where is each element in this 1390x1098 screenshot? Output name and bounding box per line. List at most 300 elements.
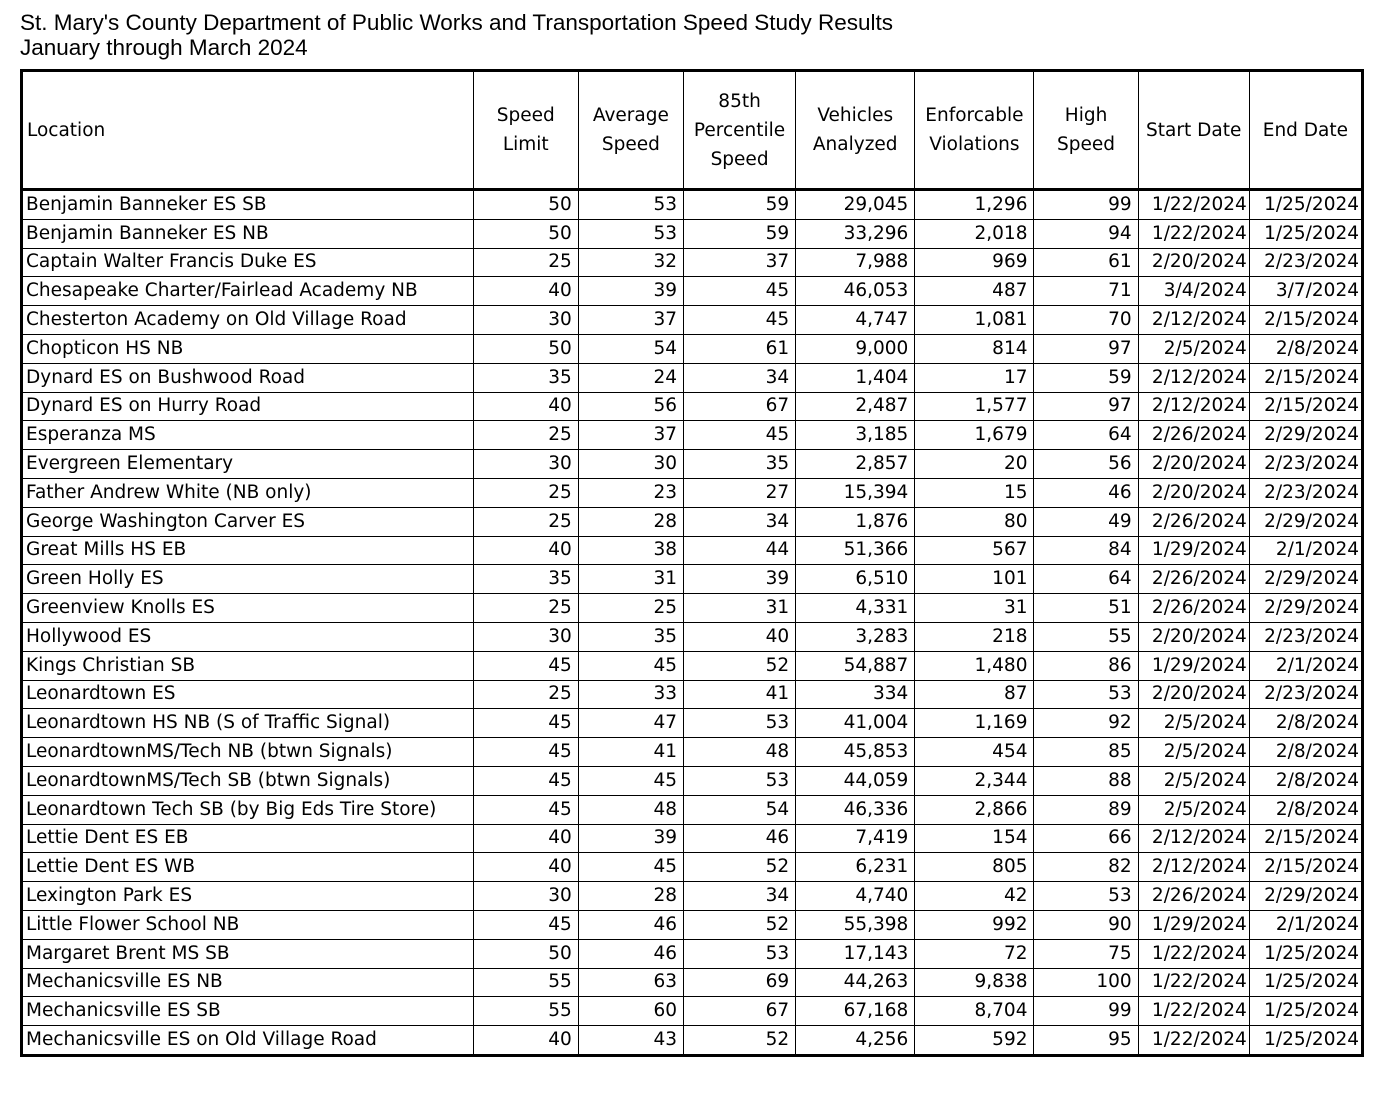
table-row [22, 190, 1363, 220]
cell-end-date: 2/15/2024 [1249, 392, 1362, 421]
table-row [22, 766, 1363, 795]
cell-location: Benjamin Banneker ES SB [22, 190, 474, 220]
cell-high-speed: 71 [1034, 277, 1138, 306]
cell-enforcable-violations: 1,169 [915, 709, 1034, 738]
table-row [22, 334, 1363, 363]
table-row [22, 277, 1363, 306]
cell-start-date: 2/26/2024 [1138, 565, 1249, 594]
cell-location: Green Holly ES [22, 565, 474, 594]
cell-enforcable-violations: 31 [915, 594, 1034, 623]
cell-end-date: 2/8/2024 [1249, 795, 1362, 824]
cell-average-speed: 39 [578, 277, 683, 306]
table-body [22, 190, 1363, 1056]
cell-start-date: 1/22/2024 [1138, 968, 1249, 997]
cell-end-date: 2/29/2024 [1249, 565, 1362, 594]
cell-location: Lexington Park ES [22, 882, 474, 911]
cell-average-speed: 31 [578, 565, 683, 594]
table-row [22, 824, 1363, 853]
cell-location: Great Mills HS EB [22, 536, 474, 565]
cell-end-date: 2/29/2024 [1249, 882, 1362, 911]
cell-vehicles-analyzed: 45,853 [796, 738, 915, 767]
cell-vehicles-analyzed: 1,876 [796, 507, 915, 536]
cell-vehicles-analyzed: 15,394 [796, 478, 915, 507]
cell-enforcable-violations: 8,704 [915, 997, 1034, 1026]
header-average-speed: Average Speed [578, 71, 683, 190]
cell-end-date: 1/25/2024 [1249, 219, 1362, 248]
cell-end-date: 2/23/2024 [1249, 450, 1362, 479]
cell-vehicles-analyzed: 46,053 [796, 277, 915, 306]
cell-85th-percentile-speed: 61 [683, 334, 795, 363]
table-row [22, 738, 1363, 767]
cell-end-date: 1/25/2024 [1249, 1026, 1362, 1056]
cell-high-speed: 95 [1034, 1026, 1138, 1056]
cell-85th-percentile-speed: 53 [683, 709, 795, 738]
cell-enforcable-violations: 487 [915, 277, 1034, 306]
cell-85th-percentile-speed: 45 [683, 421, 795, 450]
cell-high-speed: 53 [1034, 882, 1138, 911]
cell-end-date: 2/8/2024 [1249, 334, 1362, 363]
cell-speed-limit: 40 [473, 853, 578, 882]
cell-start-date: 1/29/2024 [1138, 536, 1249, 565]
cell-end-date: 2/1/2024 [1249, 910, 1362, 939]
cell-end-date: 1/25/2024 [1249, 190, 1362, 220]
cell-location: Hollywood ES [22, 622, 474, 651]
cell-enforcable-violations: 101 [915, 565, 1034, 594]
cell-average-speed: 60 [578, 997, 683, 1026]
document-subtitle: January through March 2024 [20, 35, 308, 60]
cell-high-speed: 56 [1034, 450, 1138, 479]
cell-end-date: 2/15/2024 [1249, 363, 1362, 392]
table-row [22, 363, 1363, 392]
cell-vehicles-analyzed: 67,168 [796, 997, 915, 1026]
cell-average-speed: 25 [578, 594, 683, 623]
cell-start-date: 1/22/2024 [1138, 190, 1249, 220]
cell-enforcable-violations: 2,344 [915, 766, 1034, 795]
cell-enforcable-violations: 969 [915, 248, 1034, 277]
cell-85th-percentile-speed: 41 [683, 680, 795, 709]
cell-speed-limit: 40 [473, 824, 578, 853]
cell-enforcable-violations: 20 [915, 450, 1034, 479]
header-end-date: End Date [1249, 71, 1362, 190]
cell-enforcable-violations: 992 [915, 910, 1034, 939]
cell-average-speed: 24 [578, 363, 683, 392]
cell-start-date: 2/5/2024 [1138, 738, 1249, 767]
cell-vehicles-analyzed: 3,283 [796, 622, 915, 651]
cell-average-speed: 28 [578, 882, 683, 911]
cell-enforcable-violations: 567 [915, 536, 1034, 565]
cell-start-date: 2/5/2024 [1138, 766, 1249, 795]
cell-enforcable-violations: 814 [915, 334, 1034, 363]
cell-location: Captain Walter Francis Duke ES [22, 248, 474, 277]
cell-end-date: 2/1/2024 [1249, 536, 1362, 565]
cell-high-speed: 59 [1034, 363, 1138, 392]
cell-location: LeonardtownMS/Tech NB (btwn Signals) [22, 738, 474, 767]
cell-high-speed: 55 [1034, 622, 1138, 651]
cell-average-speed: 56 [578, 392, 683, 421]
cell-location: Mechanicsville ES on Old Village Road [22, 1026, 474, 1056]
header-enforcable-violations: Enforcable Violations [915, 71, 1034, 190]
cell-start-date: 1/29/2024 [1138, 651, 1249, 680]
cell-enforcable-violations: 805 [915, 853, 1034, 882]
cell-average-speed: 32 [578, 248, 683, 277]
cell-location: Benjamin Banneker ES NB [22, 219, 474, 248]
cell-start-date: 2/20/2024 [1138, 622, 1249, 651]
cell-85th-percentile-speed: 46 [683, 824, 795, 853]
cell-high-speed: 61 [1034, 248, 1138, 277]
cell-start-date: 2/5/2024 [1138, 795, 1249, 824]
cell-high-speed: 51 [1034, 594, 1138, 623]
table-row [22, 248, 1363, 277]
cell-85th-percentile-speed: 67 [683, 392, 795, 421]
cell-average-speed: 45 [578, 651, 683, 680]
cell-high-speed: 64 [1034, 565, 1138, 594]
cell-speed-limit: 25 [473, 507, 578, 536]
cell-85th-percentile-speed: 59 [683, 219, 795, 248]
cell-85th-percentile-speed: 34 [683, 882, 795, 911]
cell-start-date: 1/29/2024 [1138, 910, 1249, 939]
header-row [22, 71, 1363, 190]
table-row [22, 392, 1363, 421]
cell-85th-percentile-speed: 44 [683, 536, 795, 565]
cell-enforcable-violations: 9,838 [915, 968, 1034, 997]
cell-end-date: 2/23/2024 [1249, 478, 1362, 507]
cell-85th-percentile-speed: 34 [683, 363, 795, 392]
cell-location: Lettie Dent ES WB [22, 853, 474, 882]
cell-average-speed: 35 [578, 622, 683, 651]
cell-start-date: 2/20/2024 [1138, 450, 1249, 479]
table-row [22, 478, 1363, 507]
cell-vehicles-analyzed: 2,857 [796, 450, 915, 479]
cell-location: Chesapeake Charter/Fairlead Academy NB [22, 277, 474, 306]
cell-vehicles-analyzed: 3,185 [796, 421, 915, 450]
table-row [22, 219, 1363, 248]
cell-vehicles-analyzed: 4,256 [796, 1026, 915, 1056]
cell-vehicles-analyzed: 4,740 [796, 882, 915, 911]
cell-location: Leonardtown ES [22, 680, 474, 709]
cell-average-speed: 23 [578, 478, 683, 507]
cell-location: Dynard ES on Hurry Road [22, 392, 474, 421]
cell-vehicles-analyzed: 6,510 [796, 565, 915, 594]
cell-end-date: 1/25/2024 [1249, 968, 1362, 997]
cell-speed-limit: 45 [473, 709, 578, 738]
table-row [22, 507, 1363, 536]
table-row [22, 853, 1363, 882]
cell-speed-limit: 45 [473, 795, 578, 824]
cell-average-speed: 45 [578, 853, 683, 882]
cell-vehicles-analyzed: 51,366 [796, 536, 915, 565]
cell-vehicles-analyzed: 54,887 [796, 651, 915, 680]
cell-speed-limit: 50 [473, 939, 578, 968]
cell-average-speed: 45 [578, 766, 683, 795]
cell-end-date: 2/15/2024 [1249, 853, 1362, 882]
cell-vehicles-analyzed: 55,398 [796, 910, 915, 939]
cell-start-date: 2/20/2024 [1138, 248, 1249, 277]
table-row [22, 997, 1363, 1026]
cell-average-speed: 37 [578, 306, 683, 335]
cell-speed-limit: 25 [473, 248, 578, 277]
cell-speed-limit: 50 [473, 219, 578, 248]
cell-vehicles-analyzed: 29,045 [796, 190, 915, 220]
cell-high-speed: 99 [1034, 997, 1138, 1026]
table-row [22, 306, 1363, 335]
cell-85th-percentile-speed: 52 [683, 910, 795, 939]
header-vehicles-analyzed: Vehicles Analyzed [796, 71, 915, 190]
cell-speed-limit: 50 [473, 334, 578, 363]
table-row [22, 651, 1363, 680]
cell-85th-percentile-speed: 52 [683, 853, 795, 882]
cell-speed-limit: 25 [473, 478, 578, 507]
cell-85th-percentile-speed: 52 [683, 651, 795, 680]
cell-enforcable-violations: 1,679 [915, 421, 1034, 450]
cell-high-speed: 70 [1034, 306, 1138, 335]
cell-vehicles-analyzed: 1,404 [796, 363, 915, 392]
cell-start-date: 2/12/2024 [1138, 306, 1249, 335]
cell-85th-percentile-speed: 27 [683, 478, 795, 507]
cell-average-speed: 37 [578, 421, 683, 450]
cell-high-speed: 94 [1034, 219, 1138, 248]
cell-high-speed: 90 [1034, 910, 1138, 939]
cell-vehicles-analyzed: 9,000 [796, 334, 915, 363]
cell-speed-limit: 35 [473, 565, 578, 594]
cell-speed-limit: 45 [473, 766, 578, 795]
cell-start-date: 2/5/2024 [1138, 709, 1249, 738]
cell-average-speed: 38 [578, 536, 683, 565]
cell-location: Greenview Knolls ES [22, 594, 474, 623]
cell-start-date: 2/20/2024 [1138, 478, 1249, 507]
cell-speed-limit: 35 [473, 363, 578, 392]
table-row [22, 450, 1363, 479]
cell-85th-percentile-speed: 53 [683, 766, 795, 795]
cell-speed-limit: 30 [473, 306, 578, 335]
cell-speed-limit: 40 [473, 277, 578, 306]
cell-vehicles-analyzed: 33,296 [796, 219, 915, 248]
cell-location: Dynard ES on Bushwood Road [22, 363, 474, 392]
header-speed-limit: Speed Limit [473, 71, 578, 190]
cell-location: Leonardtown HS NB (S of Traffic Signal) [22, 709, 474, 738]
speed-study-table [20, 69, 1364, 1057]
cell-end-date: 2/29/2024 [1249, 507, 1362, 536]
cell-average-speed: 54 [578, 334, 683, 363]
cell-end-date: 1/25/2024 [1249, 997, 1362, 1026]
cell-speed-limit: 45 [473, 738, 578, 767]
cell-end-date: 2/23/2024 [1249, 248, 1362, 277]
cell-vehicles-analyzed: 4,331 [796, 594, 915, 623]
cell-high-speed: 64 [1034, 421, 1138, 450]
cell-start-date: 1/22/2024 [1138, 939, 1249, 968]
cell-vehicles-analyzed: 4,747 [796, 306, 915, 335]
cell-start-date: 2/26/2024 [1138, 421, 1249, 450]
cell-85th-percentile-speed: 67 [683, 997, 795, 1026]
cell-85th-percentile-speed: 34 [683, 507, 795, 536]
cell-vehicles-analyzed: 2,487 [796, 392, 915, 421]
cell-high-speed: 85 [1034, 738, 1138, 767]
cell-85th-percentile-speed: 48 [683, 738, 795, 767]
cell-enforcable-violations: 2,018 [915, 219, 1034, 248]
cell-average-speed: 48 [578, 795, 683, 824]
cell-vehicles-analyzed: 44,263 [796, 968, 915, 997]
cell-average-speed: 53 [578, 219, 683, 248]
cell-high-speed: 97 [1034, 334, 1138, 363]
cell-vehicles-analyzed: 46,336 [796, 795, 915, 824]
cell-end-date: 2/29/2024 [1249, 594, 1362, 623]
cell-speed-limit: 50 [473, 190, 578, 220]
cell-speed-limit: 40 [473, 536, 578, 565]
cell-high-speed: 89 [1034, 795, 1138, 824]
cell-location: LeonardtownMS/Tech SB (btwn Signals) [22, 766, 474, 795]
cell-average-speed: 30 [578, 450, 683, 479]
cell-vehicles-analyzed: 41,004 [796, 709, 915, 738]
cell-enforcable-violations: 1,296 [915, 190, 1034, 220]
header-high-speed: High Speed [1034, 71, 1138, 190]
cell-enforcable-violations: 218 [915, 622, 1034, 651]
cell-location: Leonardtown Tech SB (by Big Eds Tire Store) [22, 795, 474, 824]
cell-end-date: 2/15/2024 [1249, 306, 1362, 335]
cell-speed-limit: 25 [473, 594, 578, 623]
cell-enforcable-violations: 454 [915, 738, 1034, 767]
cell-85th-percentile-speed: 45 [683, 306, 795, 335]
cell-average-speed: 53 [578, 190, 683, 220]
cell-85th-percentile-speed: 37 [683, 248, 795, 277]
cell-end-date: 2/8/2024 [1249, 766, 1362, 795]
cell-average-speed: 43 [578, 1026, 683, 1056]
cell-enforcable-violations: 17 [915, 363, 1034, 392]
cell-end-date: 2/8/2024 [1249, 709, 1362, 738]
cell-enforcable-violations: 15 [915, 478, 1034, 507]
cell-high-speed: 75 [1034, 939, 1138, 968]
cell-location: Little Flower School NB [22, 910, 474, 939]
cell-start-date: 1/22/2024 [1138, 997, 1249, 1026]
cell-high-speed: 82 [1034, 853, 1138, 882]
cell-speed-limit: 30 [473, 450, 578, 479]
cell-85th-percentile-speed: 53 [683, 939, 795, 968]
cell-vehicles-analyzed: 7,419 [796, 824, 915, 853]
cell-enforcable-violations: 72 [915, 939, 1034, 968]
cell-85th-percentile-speed: 35 [683, 450, 795, 479]
cell-start-date: 2/20/2024 [1138, 680, 1249, 709]
table-row [22, 536, 1363, 565]
cell-enforcable-violations: 42 [915, 882, 1034, 911]
table-row [22, 565, 1363, 594]
table-row [22, 622, 1363, 651]
table-row [22, 795, 1363, 824]
table-row [22, 421, 1363, 450]
cell-average-speed: 46 [578, 910, 683, 939]
cell-average-speed: 47 [578, 709, 683, 738]
cell-speed-limit: 45 [473, 651, 578, 680]
cell-85th-percentile-speed: 39 [683, 565, 795, 594]
cell-enforcable-violations: 1,081 [915, 306, 1034, 335]
cell-enforcable-violations: 592 [915, 1026, 1034, 1056]
cell-start-date: 1/22/2024 [1138, 219, 1249, 248]
cell-high-speed: 46 [1034, 478, 1138, 507]
table-row [22, 882, 1363, 911]
cell-85th-percentile-speed: 69 [683, 968, 795, 997]
cell-location: Lettie Dent ES EB [22, 824, 474, 853]
cell-vehicles-analyzed: 17,143 [796, 939, 915, 968]
cell-start-date: 2/12/2024 [1138, 392, 1249, 421]
cell-average-speed: 41 [578, 738, 683, 767]
cell-speed-limit: 30 [473, 622, 578, 651]
cell-85th-percentile-speed: 54 [683, 795, 795, 824]
cell-high-speed: 84 [1034, 536, 1138, 565]
cell-high-speed: 97 [1034, 392, 1138, 421]
cell-high-speed: 100 [1034, 968, 1138, 997]
cell-start-date: 2/26/2024 [1138, 882, 1249, 911]
cell-start-date: 2/26/2024 [1138, 507, 1249, 536]
cell-85th-percentile-speed: 40 [683, 622, 795, 651]
cell-location: Chesterton Academy on Old Village Road [22, 306, 474, 335]
cell-high-speed: 99 [1034, 190, 1138, 220]
cell-speed-limit: 25 [473, 421, 578, 450]
table-row [22, 709, 1363, 738]
cell-speed-limit: 30 [473, 882, 578, 911]
cell-vehicles-analyzed: 6,231 [796, 853, 915, 882]
cell-end-date: 2/23/2024 [1249, 680, 1362, 709]
cell-high-speed: 53 [1034, 680, 1138, 709]
cell-average-speed: 28 [578, 507, 683, 536]
cell-vehicles-analyzed: 7,988 [796, 248, 915, 277]
cell-location: George Washington Carver ES [22, 507, 474, 536]
cell-start-date: 2/12/2024 [1138, 853, 1249, 882]
cell-end-date: 2/1/2024 [1249, 651, 1362, 680]
cell-location: Kings Christian SB [22, 651, 474, 680]
table-row [22, 680, 1363, 709]
cell-start-date: 2/12/2024 [1138, 363, 1249, 392]
header-start-date: Start Date [1138, 71, 1249, 190]
cell-high-speed: 66 [1034, 824, 1138, 853]
cell-high-speed: 88 [1034, 766, 1138, 795]
cell-start-date: 2/26/2024 [1138, 594, 1249, 623]
cell-enforcable-violations: 87 [915, 680, 1034, 709]
cell-location: Margaret Brent MS SB [22, 939, 474, 968]
cell-average-speed: 63 [578, 968, 683, 997]
cell-start-date: 2/5/2024 [1138, 334, 1249, 363]
cell-enforcable-violations: 80 [915, 507, 1034, 536]
table-row [22, 968, 1363, 997]
cell-high-speed: 92 [1034, 709, 1138, 738]
cell-end-date: 2/8/2024 [1249, 738, 1362, 767]
cell-location: Mechanicsville ES NB [22, 968, 474, 997]
cell-average-speed: 46 [578, 939, 683, 968]
table-header [22, 71, 1363, 190]
cell-speed-limit: 25 [473, 680, 578, 709]
cell-speed-limit: 55 [473, 997, 578, 1026]
cell-high-speed: 49 [1034, 507, 1138, 536]
cell-location: Chopticon HS NB [22, 334, 474, 363]
cell-end-date: 2/23/2024 [1249, 622, 1362, 651]
cell-enforcable-violations: 1,577 [915, 392, 1034, 421]
table-row [22, 910, 1363, 939]
table-row [22, 939, 1363, 968]
cell-85th-percentile-speed: 45 [683, 277, 795, 306]
cell-start-date: 1/22/2024 [1138, 1026, 1249, 1056]
header-location: Location [22, 71, 474, 190]
table-row [22, 594, 1363, 623]
cell-speed-limit: 40 [473, 392, 578, 421]
cell-start-date: 2/12/2024 [1138, 824, 1249, 853]
cell-85th-percentile-speed: 31 [683, 594, 795, 623]
cell-start-date: 3/4/2024 [1138, 277, 1249, 306]
cell-location: Evergreen Elementary [22, 450, 474, 479]
cell-location: Father Andrew White (NB only) [22, 478, 474, 507]
cell-speed-limit: 40 [473, 1026, 578, 1056]
cell-speed-limit: 45 [473, 910, 578, 939]
cell-end-date: 1/25/2024 [1249, 939, 1362, 968]
cell-85th-percentile-speed: 59 [683, 190, 795, 220]
cell-location: Mechanicsville ES SB [22, 997, 474, 1026]
cell-high-speed: 86 [1034, 651, 1138, 680]
cell-vehicles-analyzed: 334 [796, 680, 915, 709]
